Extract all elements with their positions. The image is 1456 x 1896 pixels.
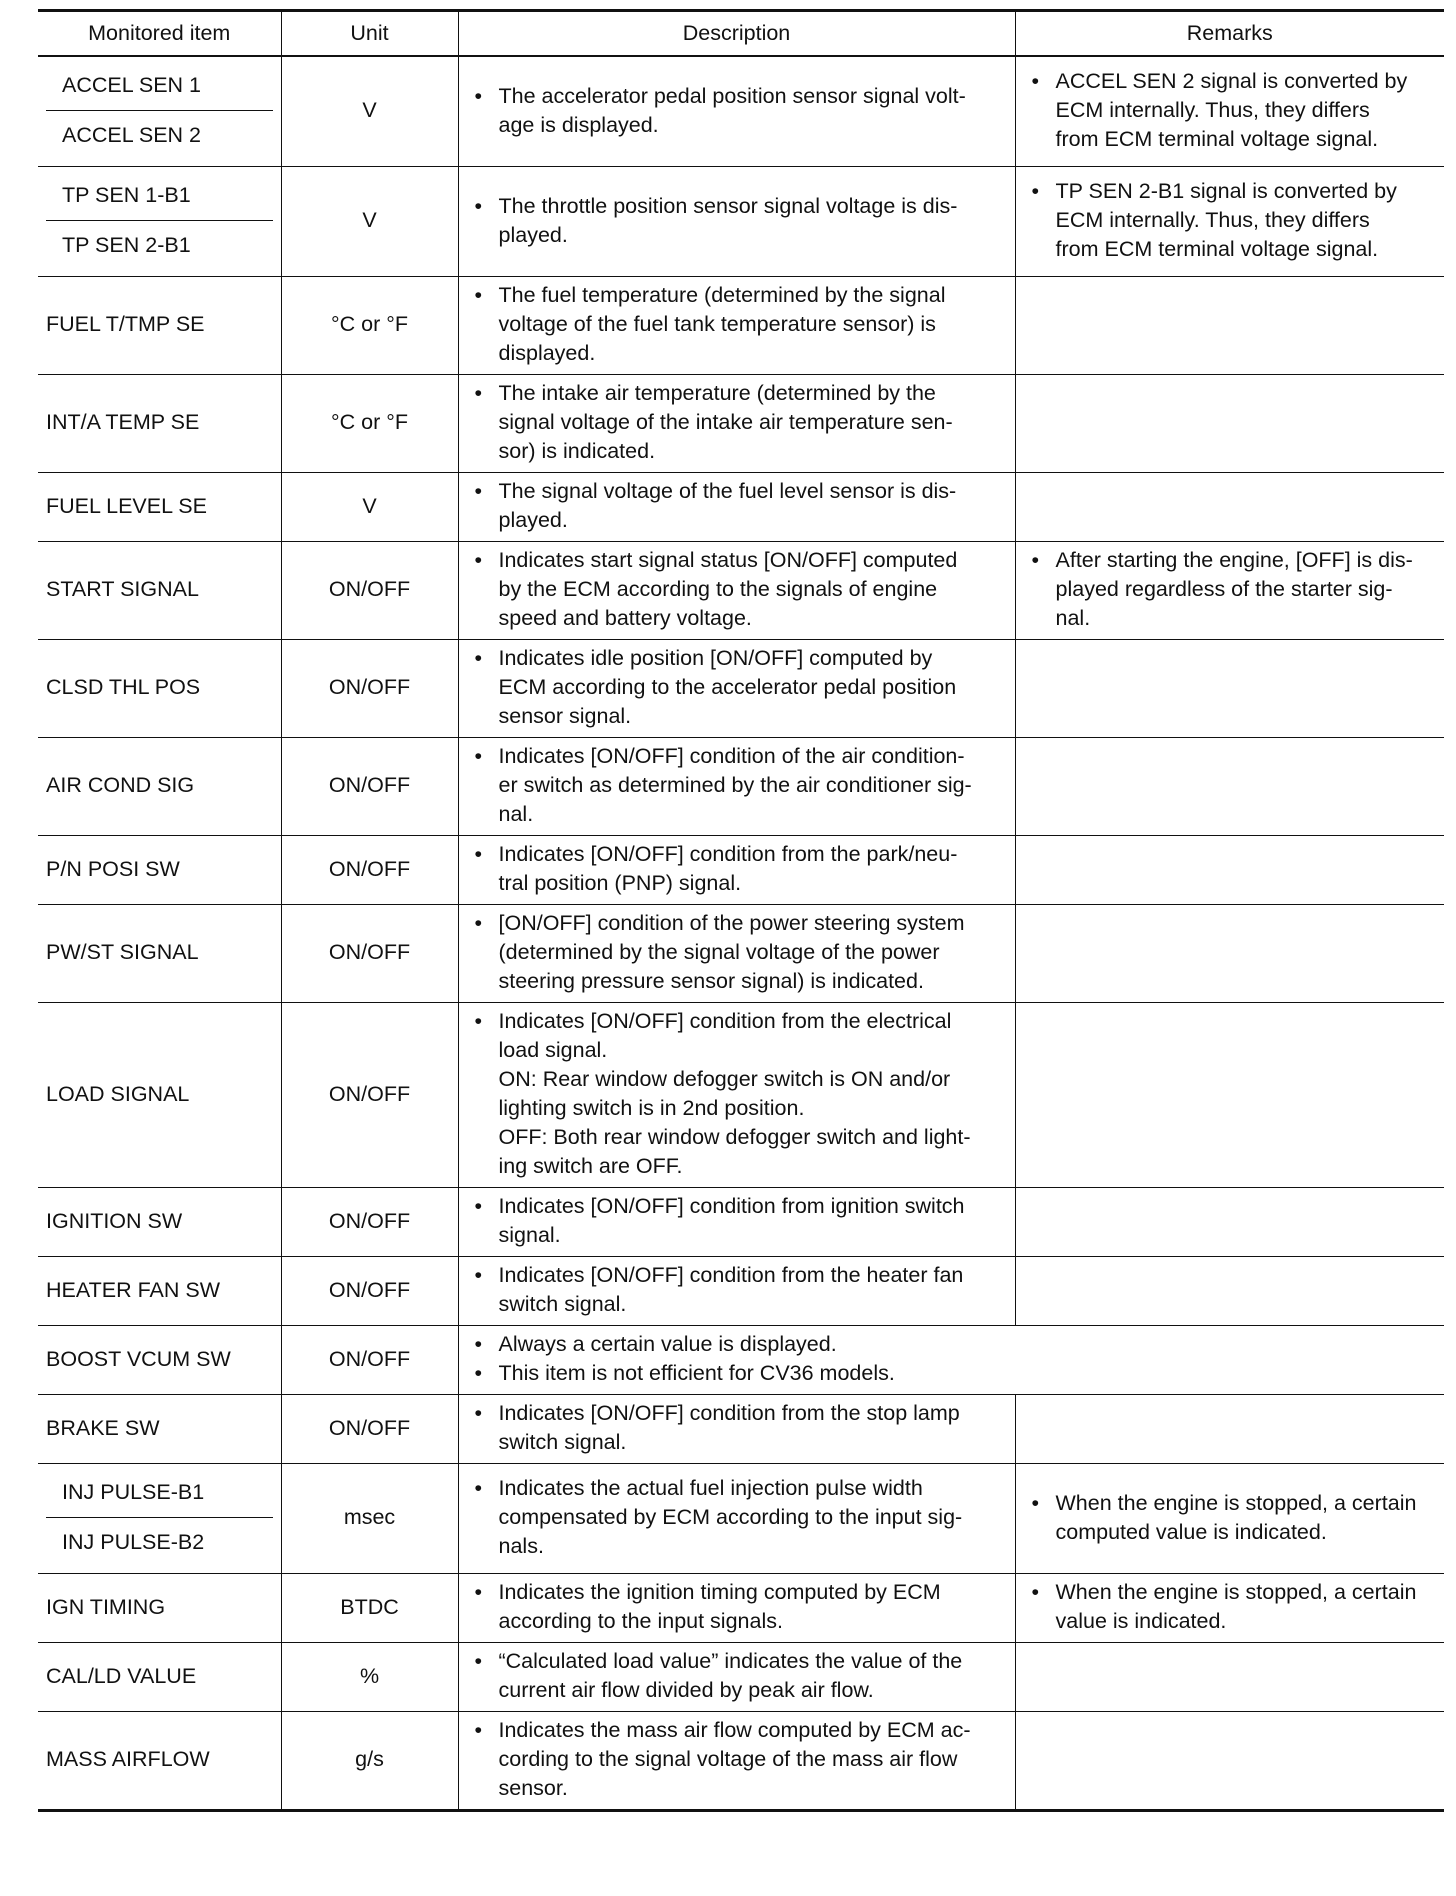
table-body [38,56,1444,1811]
header-remarks: Remarks [1015,11,1444,57]
unit-cell: ON/OFF [281,738,458,836]
remarks-cell [1015,1712,1444,1811]
description-list [467,644,1007,731]
description-bullet: • Indicates [ON/OFF] condition from the stop lamp switch signal. [467,1399,1007,1457]
remarks-cell [1015,1574,1444,1643]
remarks-bullet: • After starting the engine, [OFF] is dis- played regardless of the starter sig- nal. [1024,546,1437,633]
remarks-cell [1015,1464,1444,1574]
unit-cell: msec [281,1464,458,1574]
monitored-item: ACCEL SEN 1 [62,73,202,97]
remarks-list [1024,1578,1437,1636]
description-bullet: • The signal voltage of the fuel level sensor is dis- played. [467,477,1007,535]
description-cell [458,1188,1015,1257]
description-bullet: • Indicates [ON/OFF] condition from ignition switch signal. [467,1192,1007,1250]
description-bullet: • Always a certain value is displayed. [467,1330,1437,1359]
unit-cell: ON/OFF [281,1257,458,1326]
description-list [467,1474,1007,1561]
unit-cell: ON/OFF [281,1326,458,1395]
description-cell [458,1574,1015,1643]
remarks-list [1024,546,1437,633]
table-row [38,167,1444,277]
monitored-item: HEATER FAN SW [38,1257,281,1326]
unit-cell: % [281,1643,458,1712]
description-bullet: • Indicates [ON/OFF] condition of the air condition- er switch as determined by the air conditioner sig- nal. [467,742,1007,829]
monitored-item: TP SEN 2-B1 [46,220,273,270]
monitored-item: INJ PULSE-B1 [62,1480,205,1504]
description-cell [458,1464,1015,1574]
table-row [38,738,1444,836]
description-bullet: • Indicates idle position [ON/OFF] computed by ECM according to the accelerator pedal position sensor signal. [467,644,1007,731]
table-row [38,1326,1444,1395]
description-bullet: • Indicates [ON/OFF] condition from the park/neu- tral position (PNP) signal. [467,840,1007,898]
remarks-cell [1015,640,1444,738]
description-cell [458,905,1015,1003]
description-cell [458,836,1015,905]
description-bullet: • The fuel temperature (determined by the signal voltage of the fuel tank temperature sensor) is displayed. [467,281,1007,368]
description-list [467,1007,1007,1181]
description-list [467,1192,1007,1250]
monitored-item: CLSD THL POS [38,640,281,738]
remarks-cell [1015,542,1444,640]
remarks-cell [1015,473,1444,542]
unit-cell: ON/OFF [281,1395,458,1464]
description-cell [458,1003,1015,1188]
monitored-item: INT/A TEMP SE [38,375,281,473]
description-cell [458,640,1015,738]
monitored-item: LOAD SIGNAL [38,1003,281,1188]
unit-cell: V [281,473,458,542]
description-list [467,477,1007,535]
unit-cell: BTDC [281,1574,458,1643]
table-row [38,905,1444,1003]
description-list [467,379,1007,466]
remarks-cell [1015,1003,1444,1188]
description-bullet: • Indicates the ignition timing computed by ECM according to the input signals. [467,1578,1007,1636]
table-row [38,277,1444,375]
remarks-list [1024,67,1437,154]
description-list [467,1647,1007,1705]
description-list [467,1578,1007,1636]
description-cell [458,56,1015,167]
description-list [467,192,1007,250]
remarks-cell [1015,167,1444,277]
table-row [38,473,1444,542]
remarks-bullet: • When the engine is stopped, a certain computed value is indicated. [1024,1489,1437,1547]
monitored-item: IGN TIMING [38,1574,281,1643]
monitored-item: TP SEN 1-B1 [62,183,191,207]
description-list [467,840,1007,898]
table-row [38,640,1444,738]
remarks-bullet: • When the engine is stopped, a certain value is indicated. [1024,1578,1437,1636]
description-list [467,281,1007,368]
monitored-item: FUEL T/TMP SE [38,277,281,375]
monitored-item: START SIGNAL [38,542,281,640]
table-row [38,375,1444,473]
monitored-items-table [38,9,1444,1812]
header-unit: Unit [281,11,458,57]
monitored-item: P/N POSI SW [38,836,281,905]
header-monitored-item: Monitored item [38,11,281,57]
monitor-table-sheet [38,9,1444,1812]
monitored-item: CAL/LD VALUE [38,1643,281,1712]
description-cell [458,1326,1444,1395]
monitored-item: ACCEL SEN 2 [46,110,273,160]
table-row [38,1643,1444,1712]
remarks-cell [1015,836,1444,905]
description-bullet: • The intake air temperature (determined by the signal voltage of the intake air temperature sen- sor) is indicated. [467,379,1007,466]
unit-cell: ON/OFF [281,1188,458,1257]
monitored-item: BRAKE SW [38,1395,281,1464]
remarks-cell [1015,905,1444,1003]
description-bullet: • This item is not efficient for CV36 models. [467,1359,1437,1388]
description-list [467,1399,1007,1457]
description-bullet: • Indicates [ON/OFF] condition from the heater fan switch signal. [467,1261,1007,1319]
description-cell [458,277,1015,375]
header-row [38,11,1444,57]
table-row [38,1395,1444,1464]
description-list [467,1261,1007,1319]
unit-cell: ON/OFF [281,1003,458,1188]
description-cell [458,375,1015,473]
remarks-cell [1015,1188,1444,1257]
unit-cell: ON/OFF [281,542,458,640]
unit-cell: °C or °F [281,375,458,473]
description-bullet: • Indicates the actual fuel injection pulse width compensated by ECM according to the input sig- nals. [467,1474,1007,1561]
remarks-cell [1015,1395,1444,1464]
monitored-item: MASS AIRFLOW [38,1712,281,1811]
description-cell [458,1257,1015,1326]
unit-cell: ON/OFF [281,836,458,905]
remarks-cell [1015,277,1444,375]
description-list [467,1716,1007,1803]
description-bullet: • “Calculated load value” indicates the value of the current air flow divided by peak air flow. [467,1647,1007,1705]
table-header [38,11,1444,57]
monitored-item: BOOST VCUM SW [38,1326,281,1395]
description-list [467,909,1007,996]
monitored-item-cell [38,56,281,167]
description-bullet: • [ON/OFF] condition of the power steering system (determined by the signal voltage of the power steering pressure sensor signal) is indicated. [467,909,1007,996]
description-list [467,82,1007,140]
table-row [38,1464,1444,1574]
table-row [38,1712,1444,1811]
monitored-item: IGNITION SW [38,1188,281,1257]
description-cell [458,738,1015,836]
unit-cell: ON/OFF [281,905,458,1003]
unit-cell: °C or °F [281,277,458,375]
table-row [38,836,1444,905]
monitored-item: PW/ST SIGNAL [38,905,281,1003]
remarks-cell [1015,738,1444,836]
monitored-item-cell [38,167,281,277]
description-cell [458,167,1015,277]
description-bullet: • The accelerator pedal position sensor signal volt- age is displayed. [467,82,1007,140]
table-row [38,542,1444,640]
description-bullet: • Indicates the mass air flow computed by ECM ac- cording to the signal voltage of the mass air flow sensor. [467,1716,1007,1803]
description-list [467,742,1007,829]
table-row [38,1188,1444,1257]
remarks-list [1024,1489,1437,1547]
description-bullet: • Indicates [ON/OFF] condition from the electrical load signal. ON: Rear window defogger switch is ON and/or lighting switch is in 2nd position. OFF: Both rear window defogger switch and light- ing switch are OFF. [467,1007,1007,1181]
table-row [38,1003,1444,1188]
monitored-item: INJ PULSE-B2 [46,1517,273,1567]
description-bullet: • The throttle position sensor signal voltage is dis- played. [467,192,1007,250]
description-cell [458,1712,1015,1811]
description-cell [458,1643,1015,1712]
remarks-bullet: • ACCEL SEN 2 signal is converted by ECM internally. Thus, they differs from ECM terminal voltage signal. [1024,67,1437,154]
remarks-bullet: • TP SEN 2-B1 signal is converted by ECM internally. Thus, they differs from ECM terminal voltage signal. [1024,177,1437,264]
remarks-cell [1015,1257,1444,1326]
unit-cell: V [281,167,458,277]
description-cell [458,1395,1015,1464]
remarks-cell [1015,375,1444,473]
monitored-item: AIR COND SIG [38,738,281,836]
description-list [467,1330,1437,1388]
unit-cell: V [281,56,458,167]
header-description: Description [458,11,1015,57]
description-cell [458,542,1015,640]
table-row [38,56,1444,167]
monitored-item-cell [38,1464,281,1574]
table-row [38,1574,1444,1643]
description-cell [458,473,1015,542]
remarks-list [1024,177,1437,264]
description-bullet: • Indicates start signal status [ON/OFF] computed by the ECM according to the signals of engine speed and battery voltage. [467,546,1007,633]
unit-cell: g/s [281,1712,458,1811]
unit-cell: ON/OFF [281,640,458,738]
remarks-cell [1015,56,1444,167]
monitored-item: FUEL LEVEL SE [38,473,281,542]
description-list [467,546,1007,633]
remarks-cell [1015,1643,1444,1712]
table-row [38,1257,1444,1326]
